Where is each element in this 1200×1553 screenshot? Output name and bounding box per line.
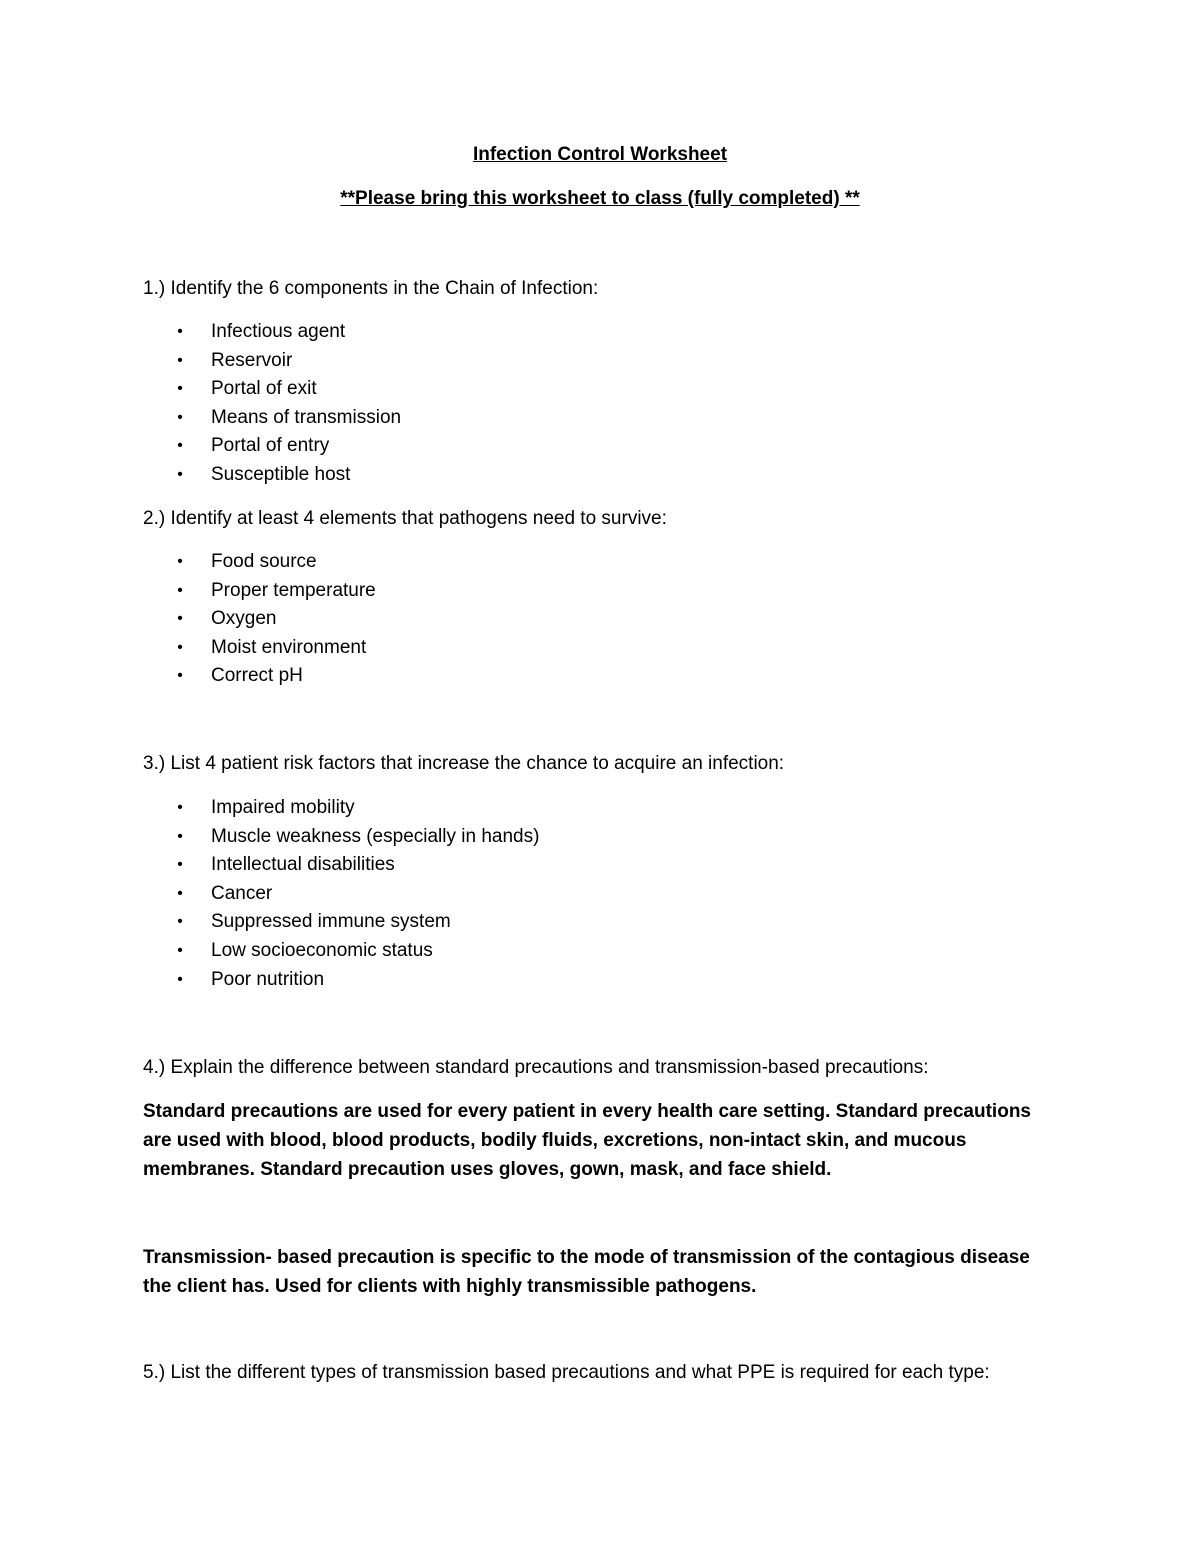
bullet-icon: • (177, 553, 183, 570)
bullet-icon: • (177, 667, 183, 685)
question-3-prompt: List 4 patient risk factors that increase the chance to acquire an infection: (170, 753, 785, 774)
bullet-icon: • (177, 465, 183, 483)
bullet-icon: • (177, 941, 183, 959)
question-5-prompt: List the different types of transmission based precautions and what PPE is required for each type: (170, 1362, 990, 1383)
question-2-number: 2.) (143, 508, 166, 529)
question-2-prompt: Identify at least 4 elements that pathogens need to survive: (170, 508, 667, 529)
bullet-icon: • (177, 856, 183, 874)
bullet-icon: • (177, 913, 183, 931)
question-5 (143, 1362, 990, 1384)
question-3-number: 3.) (143, 753, 166, 774)
bullet-icon: • (177, 323, 183, 340)
worksheet-page: Infection Control Worksheet **Please bring this worksheet to class (fully completed) ** 1.) Identify the 6 components in the Chain of Infection: • Infectious agent • Reservoir • Portal of exit • Means of transmission • Portal of entry • Susceptible host 2.) Identify at least 4 elements that pathogens need to survive: • Food source • Proper temperature • Oxygen • Moist environment • Correct pH 3.) List 4 patient risk factors that increase the chance to acquire an infection: • Impaired mobility • Muscle weakness (especially in hands) • Intellectual disabilities • Cancer • Suppressed immune system • Low socioeconomic status • Poor nutrition 4.) Explain the difference between standard precautions and transmission-based precautions: Standard precautions are used for every patient in every health care setting. Standard precautions are used with blood, blood products, bodily fluids, excretions, non-intact skin, and mucous membranes. Standard precaution uses gloves, gown, mask, and face shield. Transmission- based precaution is specific to the mode of transmission of the contagious disease the client has. Used for clients with highly transmissible pathogens. 5.) List the different types of transmission based precautions and what PPE is required for each type: (0, 0, 1200, 1553)
bullet-icon: • (177, 827, 183, 845)
bullet-icon: • (177, 380, 183, 398)
bullet-icon: • (177, 970, 183, 988)
question-1-number: 1.) (143, 278, 166, 299)
bullet-icon: • (177, 437, 183, 455)
question-1-prompt: Identify the 6 components in the Chain of Infection: (170, 278, 599, 299)
question-4-number: 4.) (143, 1057, 166, 1078)
bullet-icon: • (177, 351, 183, 369)
question-4-prompt: Explain the difference between standard precautions and transmission-based precautions: (170, 1057, 929, 1078)
question-4 (143, 1057, 928, 1079)
answer-standard-precautions: Standard precautions are used for every patient in every health care setting. Standard precautions are used with blood, blood products, bodily fluids, excretions, non-intact skin, and mucous membranes. Standard precaution uses gloves, gown, mask, and face shield. (143, 1101, 1031, 1180)
page-title: Infection Control Worksheet (472, 144, 728, 165)
page-subtitle: **Please bring this worksheet to class (fully completed) ** (340, 188, 860, 209)
bullet-icon: • (177, 408, 183, 426)
bullet-icon: • (177, 799, 183, 816)
answer-transmission-precautions: Transmission- based precaution is specific to the mode of transmission of the contagious disease the client has. Used for clients with highly transmissible pathogens. (143, 1247, 1030, 1297)
bullet-icon: • (177, 638, 183, 656)
question-3 (143, 753, 784, 775)
bullet-icon: • (177, 581, 183, 599)
question-1 (143, 278, 598, 300)
bullet-icon: • (177, 884, 183, 902)
question-5-number: 5.) (143, 1362, 166, 1383)
question-2 (143, 508, 667, 530)
bullet-icon: • (177, 610, 183, 628)
